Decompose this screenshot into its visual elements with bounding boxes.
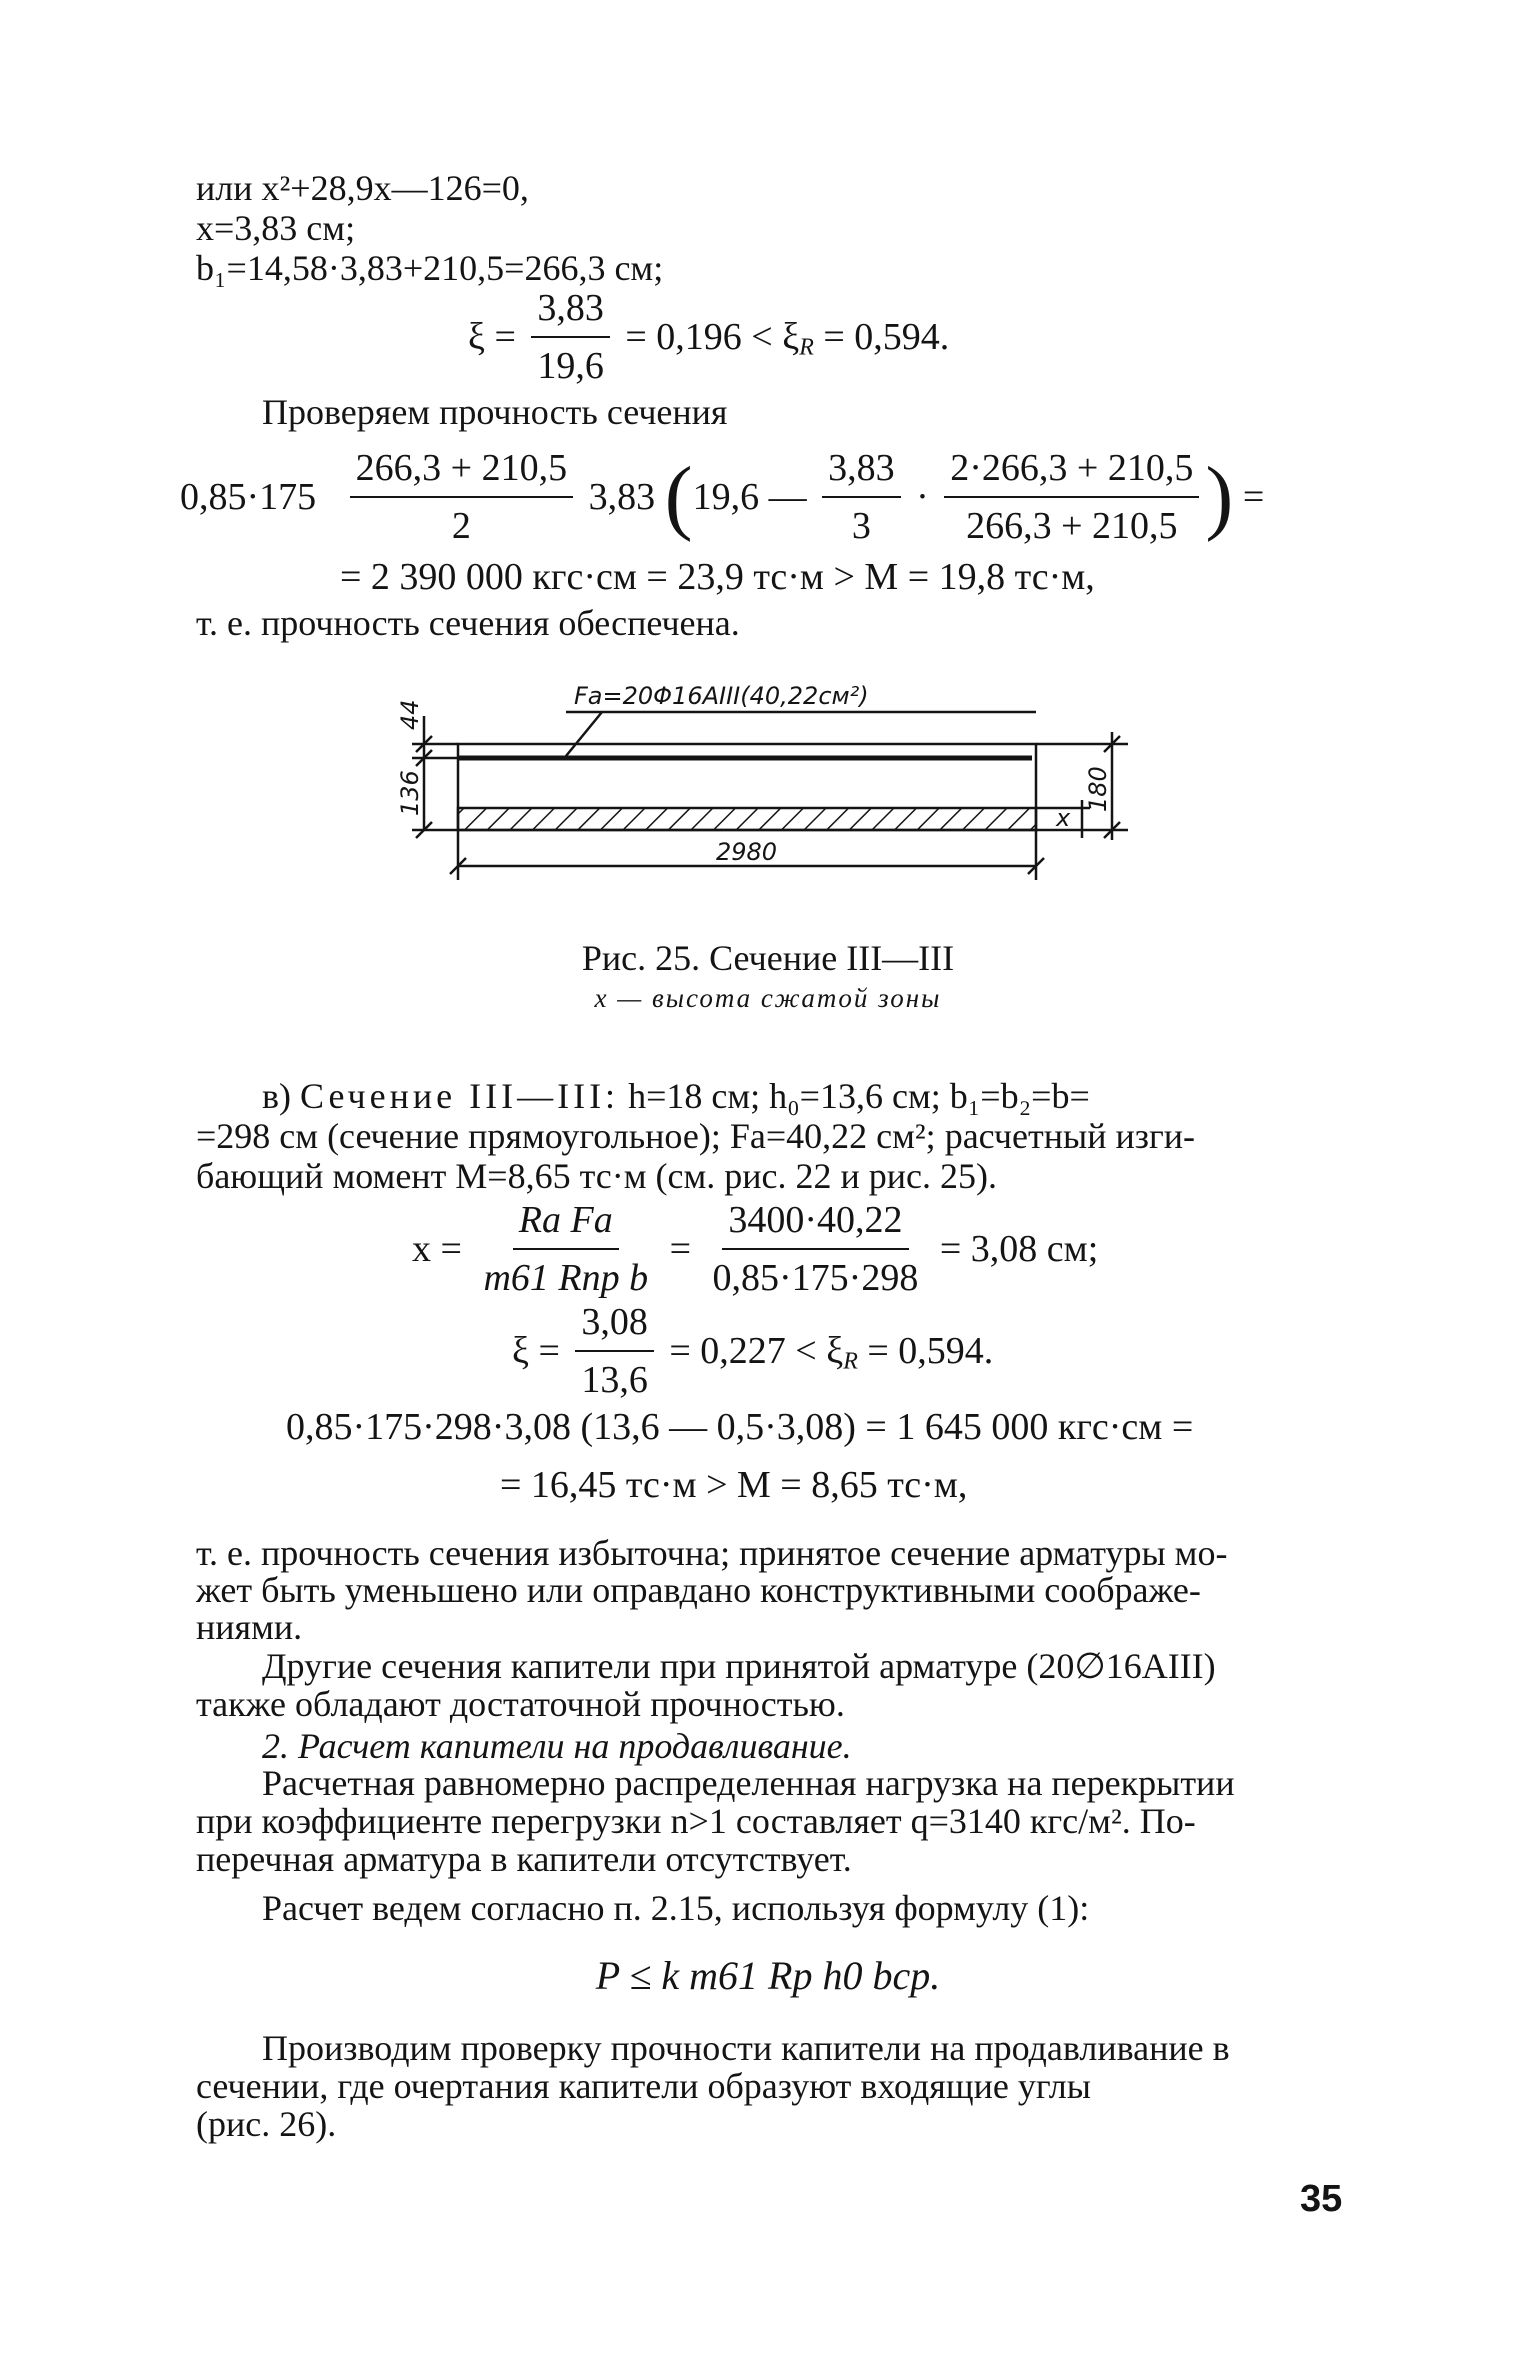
figure-subcaption: x — высота сжатой зоны <box>594 983 942 1013</box>
load-line-1: Расчетная равномерно распределенная нагрузка на перекрытии <box>262 1763 1235 1803</box>
x-frac1-den: m61 Rпр b <box>483 1257 649 1299</box>
eq-equals: = <box>1242 476 1265 518</box>
x-lhs: x = <box>412 1228 462 1270</box>
paragraph-line-2: жет быть уменьшено или оправдано конструктивными соображе- <box>196 1570 1201 1610</box>
eq-dot: · <box>916 476 929 518</box>
xi-equation-1 <box>468 286 949 388</box>
xi2-lhs: ξ = <box>512 1330 560 1372</box>
figure-caption: Рис. 25. Сечение III—III <box>581 938 955 978</box>
eq-fraction-2 <box>822 446 901 548</box>
moment-line-1: 0,85·175·298·3,08 (13,6 — 0,5·3,08) = 1 645 000 кгс·см = <box>286 1406 1194 1448</box>
eq-frac2-num: 3,83 <box>822 446 901 498</box>
equation-line-3: b₁=14,58·3,83+210,5=266,3 см; <box>196 248 664 288</box>
final-line-2: сечении, где очертания капители образуют входящие углы <box>196 2066 1091 2106</box>
eq-factor: 3,83 <box>588 476 656 518</box>
load-line-3: перечная арматура в капители отсутствует. <box>196 1839 852 1879</box>
xi2-denominator: 13,6 <box>581 1359 648 1401</box>
section-c-prefix: в) <box>262 1076 291 1116</box>
xi-equation-2 <box>512 1300 993 1402</box>
eq-term: 19,6 — <box>692 476 807 518</box>
section-figure <box>0 660 1536 920</box>
eq-frac3-num: 2·266,3 + 210,5 <box>944 446 1199 498</box>
xi-rhs: = 0,196 < ξ <box>625 316 800 358</box>
final-line-1: Производим проверку прочности капители на продавливание в <box>262 2028 1230 2068</box>
x-rhs: = 3,08 см; <box>939 1228 1099 1270</box>
xi-fraction <box>531 286 610 388</box>
section-c-params: h=18 см; h₀=13,6 см; b₁=b₂=b= <box>628 1076 1090 1116</box>
xi2-tail: = 0,594. <box>867 1330 994 1372</box>
dim-180: 180 <box>1084 766 1112 812</box>
x-fraction-2 <box>707 1198 925 1300</box>
calc-line: Расчет ведем согласно п. 2.15, используя формулу (1): <box>262 1888 1090 1928</box>
paragraph-line-3: ниями. <box>196 1607 303 1647</box>
x-fraction-1 <box>477 1198 654 1300</box>
dim-44: 44 <box>396 699 424 730</box>
xi-numerator: 3,83 <box>531 286 610 338</box>
paragraph-line-1: т. е. прочность сечения избыточна; принятое сечение арматуры мо- <box>196 1533 1228 1573</box>
section-c-line-3: бающий момент M=8,65 тс·м (см. рис. 22 и рис. 25). <box>196 1156 998 1196</box>
eq-frac3-den: 266,3 + 210,5 <box>966 505 1178 547</box>
compressed-zone <box>458 808 1036 830</box>
dim-136: 136 <box>396 770 424 816</box>
dim-x: x <box>1056 804 1071 832</box>
x-frac2-den: 0,85·175·298 <box>712 1257 919 1299</box>
x-equals: = <box>669 1228 692 1270</box>
check-heading: Проверяем прочность сечения <box>262 392 728 432</box>
eq-fraction-3 <box>944 446 1199 548</box>
eq-open-paren: ( <box>664 450 693 543</box>
dim-2980: 2980 <box>716 838 778 866</box>
eq-coef: 0,85·175 <box>180 476 317 518</box>
paragraph-line-5: также обладают достаточной прочностью. <box>196 1684 845 1724</box>
rebar-label: Fa=20Φ16AIII(40,22см²) <box>574 682 869 710</box>
eq-frac2-den: 3 <box>851 505 871 547</box>
xi2-numerator: 3,08 <box>575 1300 654 1352</box>
eq-frac1-den: 2 <box>451 505 471 547</box>
eq-close-paren: ) <box>1205 450 1234 543</box>
section-c-line-2: =298 см (сечение прямоугольное); Fa=40,22 см²; расчетный изги- <box>196 1116 1195 1156</box>
punching-formula: P ≤ k m61 Rp h0 bср. <box>595 1953 941 1998</box>
equation-line-1: или x²+28,9x—126=0, <box>196 168 529 208</box>
x-frac1-num: Ra Fa <box>513 1198 619 1250</box>
strength-equation <box>180 446 1264 548</box>
page-number: 35 <box>1300 2178 1343 2220</box>
xi2-fraction <box>575 1300 654 1402</box>
section-c-line-1 <box>262 1078 1090 1114</box>
xi2-subscript: R <box>843 1348 858 1375</box>
xi-tail: = 0,594. <box>823 316 950 358</box>
final-line-3: (рис. 26). <box>196 2104 337 2144</box>
strength-result: = 2 390 000 кгс·см = 23,9 тс·м > M = 19,8 тс·м, <box>340 556 1095 598</box>
xi-denominator: 19,6 <box>537 345 604 387</box>
x-frac2-num: 3400·40,22 <box>722 1198 908 1250</box>
moment-line-2: = 16,45 тс·м > M = 8,65 тс·м, <box>500 1464 968 1506</box>
equation-line-2: x=3,83 см; <box>196 208 356 248</box>
xi-lhs: ξ = <box>468 316 516 358</box>
eq-frac1-num: 266,3 + 210,5 <box>350 446 573 498</box>
x-equation <box>412 1198 1098 1300</box>
xi-subscript: R <box>799 334 814 361</box>
heading-2: 2. Расчет капители на продавливание. <box>262 1726 852 1766</box>
xi2-rhs: = 0,227 < ξ <box>669 1330 844 1372</box>
paragraph-line-4: Другие сечения капители при принятой арматуре (20∅16AIII) <box>262 1646 1216 1686</box>
conclusion-1: т. е. прочность сечения обеспечена. <box>196 603 740 643</box>
section-c-title: Сечение III—III: <box>300 1076 620 1116</box>
eq-fraction-1 <box>350 446 573 548</box>
load-line-2: при коэффициенте перегрузки n>1 составляет q=3140 кгс/м². По- <box>196 1801 1196 1841</box>
